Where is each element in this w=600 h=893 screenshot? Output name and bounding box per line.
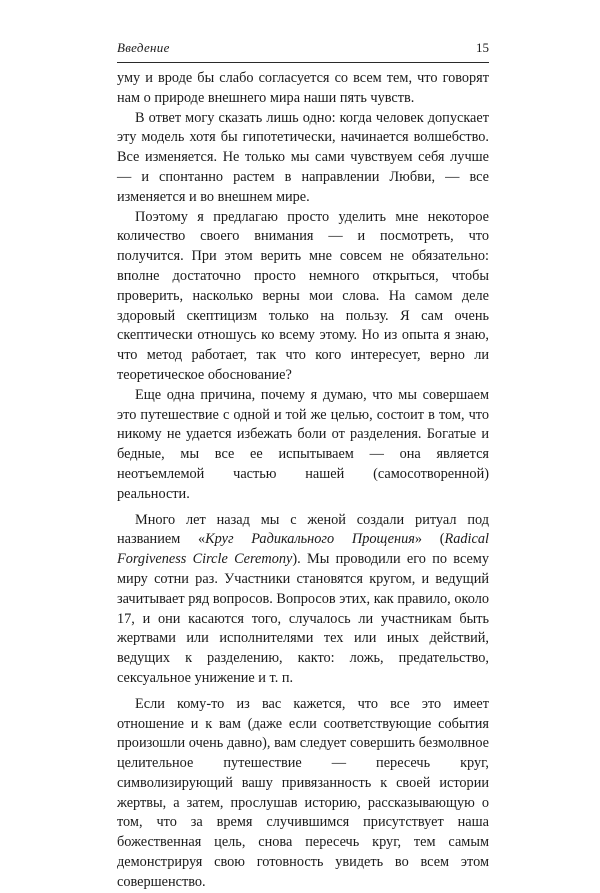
page-number: 15 [476,40,489,55]
paragraph-2: В ответ могу сказать лишь одно: когда человек допускает эту модель хотя бы гипотетически, начинается волшебство. Все изменяется. Не только мы сами чувствуем себя лучше — и спонтанно растем в направлении Любви, — все изменяется и во внешнем мире. [117,109,489,205]
paragraph-6: Если кому-то из вас кажется, что все это имеет отношение и к вам (даже если соответствующие события произошли очень давно), вам следует совершить безмолвное целительное путешествие — пересечь круг, символизирующий вашу привязанность к своей истории жертвы, а затем, прослушав историю, рассказывающую о том, что за время случившимся присутствует наша божественная цель, снова пересечь круг, тем самым демонстрируя свою готовность увидеть во всем этом совершенство. [117,695,489,890]
running-header [117,40,489,56]
ritual-name-english: Radical Forgiveness Circle Ceremony [117,531,489,568]
header-rule [117,62,489,63]
paragraph-3: Поэтому я предлагаю просто уделить мне некоторое количество своего внимания — и посмотреть, что получится. При этом верить мне совсем не обязательно: вполне достаточно просто немного открыться, чтобы проверить, насколько верны мои слова. На самом деле здоровый скептицизм только на пользу. Я сам очень скептически отношусь ко всему этому. Но из опыта я знаю, что метод работает, так что кого интересует, верно ли теоретическое обоснование? [117,208,489,383]
section-title: Введение [117,40,170,55]
book-page [117,40,489,893]
paragraph-5-text-after: ). Мы проводили его по всему миру сотни раз. Участники становятся кругом, и ведущий зачитывает ряд вопросов. Вопросов этих, как правило, около 17, и они касаются того, случалось ли участникам быть жертвами или исполнителями тех или иных действий, ведущих к разделению, както: ложь, предательство, сексуальное унижение и т. п. [117,551,489,686]
paragraph-4: Еще одна причина, почему я думаю, что мы совершаем это путешествие с одной и той же целью, состоит в том, что никому не удается избежать боли от разделения. Богатые и бедные, мы все ее испытываем — она является неотъемлемой частью нашей (самосотворенной) реальности. [117,386,489,502]
ritual-name-russian: Круг Радикального Прощения [205,531,415,548]
paragraph-5-text-before: Много лет назад мы с женой создали ритуал под названием « [117,511,489,548]
paragraph-5-text-middle: » ( [414,531,445,548]
paragraph-5 [117,511,489,689]
body-text [117,69,489,893]
paragraph-1: уму и вроде бы слабо согласуется со всем тем, что говорят нам о природе внешнего мира наши пять чувств. [117,70,489,106]
